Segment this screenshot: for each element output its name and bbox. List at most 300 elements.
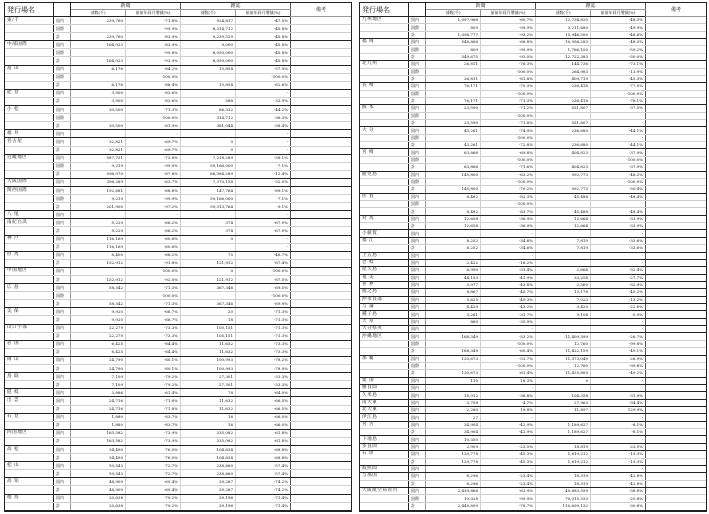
type-cell: 国内 xyxy=(54,235,71,243)
remarks-cell xyxy=(646,333,707,340)
magazine-change-cell: -37.9% xyxy=(591,164,646,171)
newspaper-count-cell xyxy=(71,49,126,57)
magazine-count-cell: 404,823 xyxy=(536,164,591,171)
newspaper-change-cell: -68.8% xyxy=(126,186,181,194)
newspaper-count-cell: 6,296 xyxy=(426,473,481,480)
magazine-count-cell xyxy=(536,318,591,325)
magazine-change-cell: -74.2% xyxy=(236,486,291,494)
newspaper-count-cell: 6,176 xyxy=(71,65,126,73)
newspaper-change-cell: -100.0% xyxy=(126,267,181,275)
magazine-count-cell xyxy=(536,90,591,97)
newspaper-change-cell: -82.3% xyxy=(481,193,536,200)
newspaper-change-cell: -91.8% xyxy=(126,259,181,267)
newspaper-count-cell: 1,880 xyxy=(71,413,126,421)
newspaper-count-cell xyxy=(426,68,481,75)
type-cell: 国内 xyxy=(54,186,71,194)
newspaper-count-cell xyxy=(71,211,126,219)
type-cell: 国内 xyxy=(54,251,71,259)
remarks-cell xyxy=(646,318,707,325)
newspaper-count-cell: 6,425 xyxy=(71,340,126,348)
newspaper-change-cell: -78.7% xyxy=(481,502,536,510)
station-cell xyxy=(360,134,409,141)
station-cell xyxy=(5,300,54,308)
type-cell: 計 xyxy=(54,81,71,89)
magazine-count-cell: 335,082 xyxy=(181,437,236,445)
magazine-count-cell xyxy=(536,465,591,472)
table-row xyxy=(360,112,706,119)
type-cell: 計 xyxy=(54,146,71,154)
type-cell: 国際 xyxy=(409,340,426,347)
newspaper-count-cell: 32,821 xyxy=(71,146,126,154)
magazine-count-cell xyxy=(181,243,236,251)
newspaper-change-cell: -100.0% xyxy=(126,114,181,122)
station-cell xyxy=(360,340,409,347)
group-header-magazine: 雑誌 xyxy=(181,3,291,10)
newspaper-count-cell xyxy=(426,134,481,141)
table-row xyxy=(360,186,706,193)
table-row xyxy=(5,195,351,203)
magazine-count-cell: 236,418 xyxy=(536,97,591,104)
station-cell xyxy=(5,146,54,154)
newspaper-count-cell: 26,811 xyxy=(426,75,481,82)
station-cell: 富 山 xyxy=(5,65,54,73)
station-cell xyxy=(360,208,409,215)
remarks-cell xyxy=(646,348,707,355)
type-cell: 国際 xyxy=(54,195,71,203)
remarks-cell xyxy=(291,292,352,300)
magazine-change-cell: - xyxy=(591,112,646,119)
remarks-cell xyxy=(291,162,352,170)
newspaper-change-cell: -99.9% xyxy=(126,162,181,170)
table-row xyxy=(360,311,706,318)
newspaper-change-cell: -100.0% xyxy=(481,112,536,119)
type-cell: 国内 xyxy=(54,478,71,486)
station-cell: 但 馬 xyxy=(5,251,54,259)
magazine-change-cell: - xyxy=(591,230,646,237)
remarks-cell xyxy=(291,178,352,186)
station-cell: 上五島 xyxy=(360,252,409,259)
sub-header-change: 前前年同月増減(%) xyxy=(591,10,646,17)
remarks-cell xyxy=(291,340,352,348)
type-cell: 国際 xyxy=(54,25,71,33)
magazine-change-cell: -87.5% xyxy=(236,276,291,284)
magazine-change-cell: - xyxy=(591,384,646,391)
type-cell: 計 xyxy=(409,97,426,104)
newspaper-count-cell: 34,490 xyxy=(71,445,126,453)
station-cell: 沖縄地区 xyxy=(360,333,409,340)
magazine-count-cell: 110,699,132 xyxy=(536,502,591,510)
newspaper-change-cell: 19.8% xyxy=(481,407,536,414)
remarks-cell xyxy=(646,112,707,119)
table-row xyxy=(360,407,706,414)
newspaper-change-cell: -76.0% xyxy=(126,454,181,462)
magazine-count-cell xyxy=(181,292,236,300)
magazine-count-cell: 39,267 xyxy=(181,486,236,494)
station-cell: 八 尾 xyxy=(5,211,54,219)
remarks-cell xyxy=(646,171,707,178)
newspaper-count-cell: 860 xyxy=(426,318,481,325)
type-cell: 国内 xyxy=(409,384,426,391)
magazine-change-cell: -100.0% xyxy=(236,267,291,275)
table-row xyxy=(5,186,351,194)
sub-header-change: 前前年同月増減(%) xyxy=(236,10,291,17)
magazine-count-cell: 3,420 xyxy=(536,304,591,311)
statistics-table-right xyxy=(360,3,706,511)
table-row xyxy=(5,154,351,162)
table-row xyxy=(5,219,351,227)
type-cell: 国際 xyxy=(54,114,71,122)
magazine-count-cell xyxy=(536,178,591,185)
type-cell: 計 xyxy=(54,276,71,284)
newspaper-change-cell: - xyxy=(481,436,536,443)
remarks-cell xyxy=(291,25,352,33)
magazine-change-cell: -33.6% xyxy=(591,237,646,244)
magazine-count-cell xyxy=(181,211,236,219)
newspaper-change-cell: -16.2% xyxy=(481,259,536,266)
newspaper-count-cell: 120,778 xyxy=(426,451,481,458)
newspaper-change-cell: -100.0% xyxy=(126,292,181,300)
newspaper-count-cell: 23,590 xyxy=(426,105,481,112)
type-cell: 計 xyxy=(409,245,426,252)
magazine-change-cell: -100.0% xyxy=(591,156,646,163)
magazine-count-cell: 105,151 xyxy=(181,332,236,340)
newspaper-count-cell: 8,252 xyxy=(426,245,481,252)
magazine-change-cell: -32.0% xyxy=(236,178,291,186)
type-cell: 国内 xyxy=(54,413,71,421)
table-row xyxy=(360,259,706,266)
table-row xyxy=(360,120,706,127)
newspaper-count-cell: 2,449,899 xyxy=(426,502,481,510)
newspaper-count-cell: 9,920 xyxy=(71,316,126,324)
station-cell: 波照間 xyxy=(360,465,409,472)
magazine-change-cell: -57.4% xyxy=(236,470,291,478)
station-cell xyxy=(360,120,409,127)
sub-header-count: 部数(千) xyxy=(536,10,591,17)
newspaper-count-cell: 5,625 xyxy=(426,296,481,303)
table-row xyxy=(5,211,351,219)
remarks-cell xyxy=(291,316,352,324)
newspaper-count-cell: 34,904 xyxy=(426,429,481,436)
remarks-cell xyxy=(291,276,352,284)
table-row xyxy=(360,215,706,222)
newspaper-change-cell: -73.9% xyxy=(126,437,181,445)
magazine-change-cell: -100.0% xyxy=(591,178,646,185)
station-cell: 山口宇部 xyxy=(5,324,54,332)
newspaper-count-cell: 27 xyxy=(426,414,481,421)
table-row xyxy=(360,24,706,31)
type-cell: 計 xyxy=(54,122,71,130)
table-row xyxy=(360,237,706,244)
newspaper-change-cell: -83.7% xyxy=(126,421,181,429)
newspaper-change-cell: -71.3% xyxy=(126,300,181,308)
newspaper-count-cell: 239,760 xyxy=(71,17,126,25)
magazine-count-cell: 7,819 xyxy=(536,237,591,244)
newspaper-count-cell: 239,760 xyxy=(71,33,126,41)
newspaper-change-cell: -87.8% xyxy=(126,170,181,178)
magazine-change-cell: 129.9% xyxy=(591,407,646,414)
newspaper-count-cell: 24,716 xyxy=(71,397,126,405)
type-cell: 国内 xyxy=(409,392,426,399)
newspaper-count-cell: 163,582 xyxy=(71,429,126,437)
table-row xyxy=(5,122,351,130)
newspaper-change-cell: -72.7% xyxy=(126,462,181,470)
station-cell: 屋久島 xyxy=(360,267,409,274)
station-cell xyxy=(360,178,409,185)
station-cell xyxy=(5,292,54,300)
station-cell: 福 江 xyxy=(360,237,409,244)
station-cell xyxy=(360,164,409,171)
magazine-count-cell: 18 xyxy=(181,316,236,324)
magazine-change-cell: -48.2% xyxy=(591,171,646,178)
newspaper-change-cell: - xyxy=(481,465,536,472)
magazine-count-cell: 13,178 xyxy=(536,289,591,296)
station-cell xyxy=(5,259,54,267)
newspaper-change-cell: -42.9% xyxy=(481,429,536,436)
magazine-count-cell: 7,819 xyxy=(536,245,591,252)
remarks-cell xyxy=(291,170,352,178)
newspaper-count-cell: 7,109 xyxy=(71,381,126,389)
remarks-cell xyxy=(291,462,352,470)
newspaper-change-cell: -68.7% xyxy=(126,316,181,324)
magazine-count-cell: 9,104 xyxy=(536,311,591,318)
magazine-change-cell: -34.4% xyxy=(591,399,646,406)
magazine-change-cell: -42.8% xyxy=(591,473,646,480)
magazine-count-cell xyxy=(181,130,236,138)
newspaper-count-cell xyxy=(426,465,481,472)
magazine-change-cell: -67.0% xyxy=(236,219,291,227)
newspaper-count-cell: 22,279 xyxy=(71,332,126,340)
newspaper-change-cell: -100.0% xyxy=(481,200,536,207)
magazine-change-cell: -22.8% xyxy=(591,304,646,311)
remarks-cell xyxy=(646,223,707,230)
remarks-cell xyxy=(291,97,352,105)
table-row xyxy=(360,208,706,215)
remarks-cell xyxy=(646,68,707,75)
station-cell xyxy=(5,348,54,356)
table-row xyxy=(360,326,706,333)
station-cell xyxy=(5,57,54,65)
table-row xyxy=(360,340,706,347)
newspaper-count-cell: 120,673 xyxy=(426,370,481,377)
type-cell: 国内 xyxy=(54,130,71,138)
station-cell: 粟 国 xyxy=(360,377,409,384)
remarks-cell xyxy=(291,235,352,243)
station-cell xyxy=(5,486,54,494)
station-cell xyxy=(360,245,409,252)
remarks-cell xyxy=(291,49,352,57)
type-cell: 国際 xyxy=(409,200,426,207)
table-row xyxy=(360,17,706,24)
magazine-change-cell: -13.9% xyxy=(591,68,646,75)
type-cell: 国内 xyxy=(409,473,426,480)
station-cell xyxy=(360,46,409,53)
newspaper-change-cell: -71.2% xyxy=(481,105,536,112)
newspaper-count-cell: 2,260 xyxy=(426,407,481,414)
table-page-left xyxy=(4,2,352,512)
magazine-count-cell: 2,560 xyxy=(536,281,591,288)
remarks-cell xyxy=(291,437,352,445)
remarks-cell xyxy=(646,237,707,244)
newspaper-count-cell: 26,811 xyxy=(426,61,481,68)
column-header-station: 発行場名 xyxy=(5,3,54,17)
station-cell xyxy=(360,362,409,369)
magazine-change-cell: -44.1% xyxy=(591,142,646,149)
newspaper-count-cell: 24,716 xyxy=(71,405,126,413)
table-row xyxy=(360,495,706,502)
type-cell: 国内 xyxy=(54,154,71,162)
magazine-change-cell: -66.5% xyxy=(236,405,291,413)
newspaper-count-cell: 3,886 xyxy=(71,389,126,397)
newspaper-count-cell: 396,289 xyxy=(71,178,126,186)
newspaper-count-cell: 24,790 xyxy=(71,356,126,364)
magazine-count-cell: 75 xyxy=(181,251,236,259)
sub-header-change: 前前年同月増減(%) xyxy=(126,10,181,17)
newspaper-change-cell: -99.9% xyxy=(481,24,536,31)
magazine-count-cell: 7,218,289 xyxy=(181,154,236,162)
remarks-cell xyxy=(646,142,707,149)
station-cell xyxy=(360,75,409,82)
remarks-cell xyxy=(291,365,352,373)
station-cell: 与那国 xyxy=(360,473,409,480)
station-cell: 熊 本 xyxy=(360,105,409,112)
newspaper-count-cell: 9,219 xyxy=(71,162,126,170)
remarks-cell xyxy=(646,39,707,46)
table-row xyxy=(5,25,351,33)
table-row xyxy=(5,138,351,146)
newspaper-change-cell: -100.0% xyxy=(481,156,536,163)
magazine-change-cell: - xyxy=(591,120,646,127)
magazine-change-cell: -69.9% xyxy=(236,300,291,308)
table-page-right xyxy=(359,2,707,512)
table-row xyxy=(360,384,706,391)
magazine-change-cell: -46.7% xyxy=(236,251,291,259)
table-row xyxy=(360,156,706,163)
newspaper-count-cell xyxy=(426,362,481,369)
magazine-count-cell: 39,196 xyxy=(181,494,236,502)
newspaper-count-cell: 5,229 xyxy=(71,219,126,227)
magazine-change-cell: -47.5% xyxy=(236,17,291,25)
newspaper-change-cell: -66.8% xyxy=(481,39,536,46)
newspaper-count-cell: 2,909 xyxy=(426,443,481,450)
type-cell: 国内 xyxy=(409,296,426,303)
station-cell: 神 戸 xyxy=(5,235,54,243)
station-cell xyxy=(5,502,54,510)
remarks-cell xyxy=(646,384,707,391)
newspaper-change-cell: -66.2% xyxy=(126,227,181,235)
table-row xyxy=(360,465,706,472)
table-row xyxy=(360,39,706,46)
type-cell: 国内 xyxy=(54,324,71,332)
table-row xyxy=(360,61,706,68)
station-cell xyxy=(360,200,409,207)
magazine-change-cell: -13.3% xyxy=(591,458,646,465)
remarks-cell xyxy=(646,429,707,436)
table-row xyxy=(360,488,706,495)
remarks-cell xyxy=(646,274,707,281)
table-row xyxy=(360,90,706,97)
newspaper-count-cell: 116,169 xyxy=(71,235,126,243)
newspaper-count-cell: 164,923 xyxy=(71,41,126,49)
newspaper-change-cell: -74.9% xyxy=(481,127,536,134)
remarks-cell xyxy=(291,284,352,292)
magazine-count-cell: 236,680 xyxy=(536,127,591,134)
type-cell: 計 xyxy=(54,437,71,445)
table-row xyxy=(5,146,351,154)
station-cell: 近畿地区 xyxy=(5,154,54,162)
type-cell: 計 xyxy=(409,458,426,465)
station-cell: 南紀白浜 xyxy=(5,219,54,227)
newspaper-change-cell: -41.9% xyxy=(481,274,536,281)
station-cell xyxy=(5,332,54,340)
magazine-change-cell: -66.5% xyxy=(236,397,291,405)
station-cell: 喜 界 xyxy=(360,281,409,288)
remarks-cell xyxy=(291,17,352,25)
newspaper-change-cell: -69.4% xyxy=(126,486,181,494)
table-row xyxy=(360,134,706,141)
remarks-cell xyxy=(646,230,707,237)
remarks-cell xyxy=(291,73,352,81)
remarks-cell xyxy=(291,259,352,267)
magazine-count-cell: 16 xyxy=(181,421,236,429)
table-row xyxy=(5,284,351,292)
station-cell xyxy=(5,227,54,235)
table-row xyxy=(360,304,706,311)
newspaper-count-cell xyxy=(71,292,126,300)
table-row xyxy=(5,178,351,186)
remarks-cell xyxy=(291,114,352,122)
remarks-cell xyxy=(646,193,707,200)
remarks-cell xyxy=(646,134,707,141)
type-cell: 計 xyxy=(54,454,71,462)
newspaper-change-cell: -100.0% xyxy=(481,340,536,347)
type-cell: 国際 xyxy=(409,112,426,119)
station-cell: 佐 賀 xyxy=(360,193,409,200)
station-cell xyxy=(5,97,54,105)
magazine-change-cell: -71.4% xyxy=(236,494,291,502)
newspaper-count-cell: 3,900 xyxy=(71,89,126,97)
table-row xyxy=(5,462,351,470)
type-cell: 国際 xyxy=(409,46,426,53)
magazine-count-cell: 9,000 xyxy=(181,41,236,49)
newspaper-change-cell: -100.0% xyxy=(126,73,181,81)
magazine-change-cell: 33.9% xyxy=(236,97,291,105)
station-cell: 北大東 xyxy=(360,407,409,414)
newspaper-change-cell: -99.8% xyxy=(126,49,181,57)
type-cell: 国内 xyxy=(409,17,426,24)
magazine-count-cell: 7,023 xyxy=(536,296,591,303)
newspaper-change-cell: - xyxy=(481,414,536,421)
remarks-cell xyxy=(291,227,352,235)
station-cell: 種子島 xyxy=(360,311,409,318)
group-header-remarks: 備考 xyxy=(291,3,352,17)
newspaper-change-cell: -99.9% xyxy=(126,25,181,33)
remarks-cell xyxy=(646,407,707,414)
station-cell: 美 保 xyxy=(5,308,54,316)
magazine-count-cell: 121,912 xyxy=(181,276,236,284)
newspaper-change-cell: -43.2% xyxy=(481,304,536,311)
newspaper-change-cell: - xyxy=(481,326,536,333)
table-row xyxy=(5,106,351,114)
magazine-count-cell: 992,773 xyxy=(536,171,591,178)
magazine-change-cell: -49.2% xyxy=(591,370,646,377)
newspaper-count-cell: 20,638 xyxy=(71,494,126,502)
station-cell xyxy=(360,495,409,502)
type-cell: 計 xyxy=(54,203,71,211)
newspaper-change-cell: -72.7% xyxy=(126,470,181,478)
type-cell: 国内 xyxy=(54,211,71,219)
magazine-count-cell xyxy=(536,134,591,141)
type-cell: 国内 xyxy=(409,83,426,90)
